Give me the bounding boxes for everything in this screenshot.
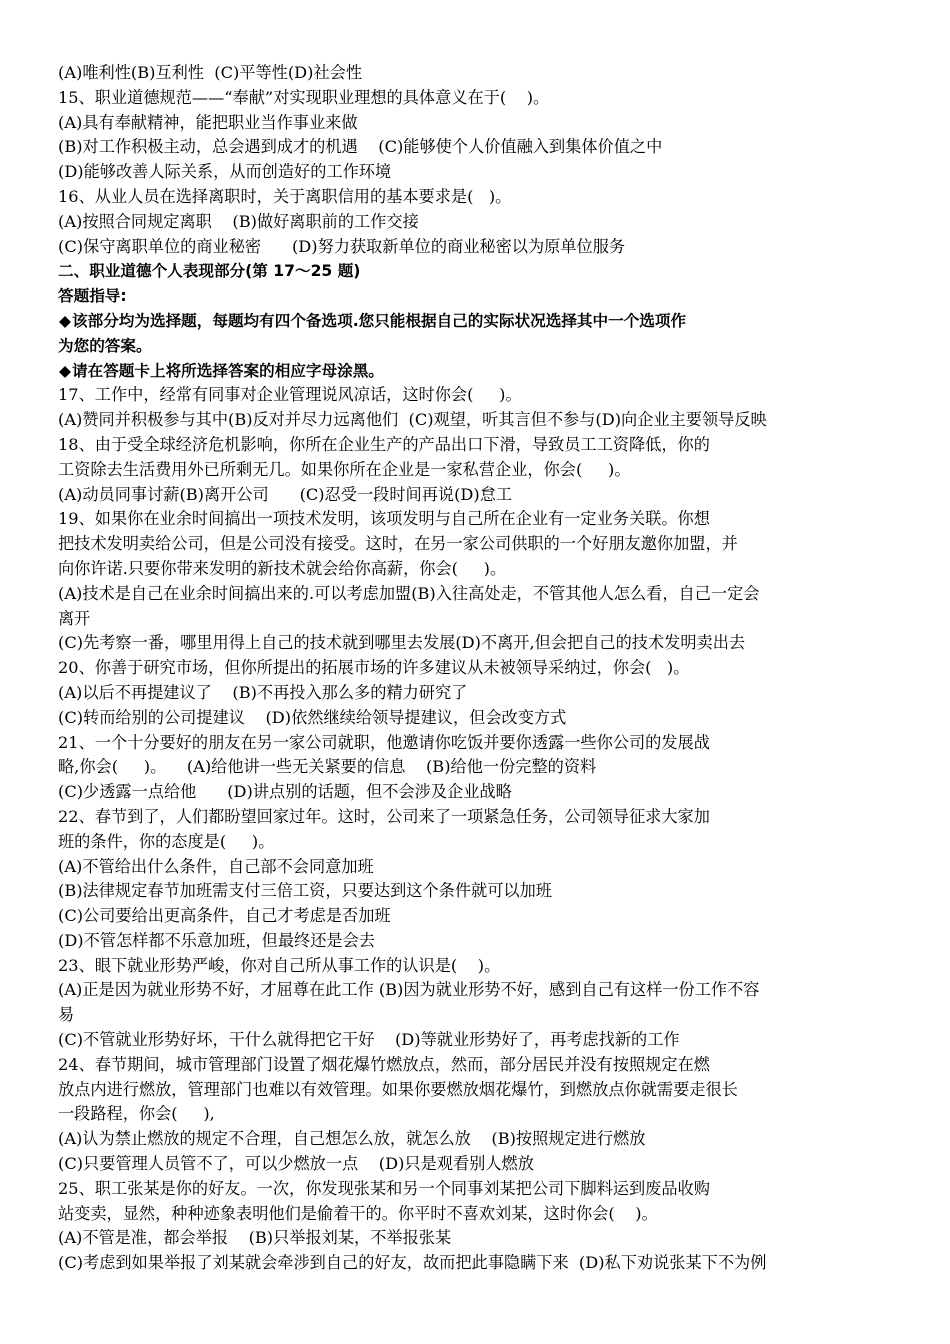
line-text: (C)少透露一点给他 (D)讲点别的话题，但不会涉及企业战略 bbox=[58, 782, 512, 802]
line-text: 易 bbox=[58, 1005, 75, 1025]
document-text-line bbox=[58, 607, 918, 632]
line-text: 请在答题卡上将所选择答案的相应字母涂黑。 bbox=[72, 361, 384, 380]
document-text-line bbox=[58, 1078, 918, 1103]
line-text: (A)不管是准，都会举报 (B)只举报刘某，不举报张某 bbox=[58, 1228, 452, 1248]
line-text: 一段路程，你会( ), bbox=[58, 1104, 215, 1124]
line-text: 16、从业人员在选择离职时，关于离职信用的基本要求是( )。 bbox=[58, 186, 512, 206]
document-text-line bbox=[58, 830, 918, 855]
line-text: (D)能够改善人际关系，从而创造好的工作环境 bbox=[58, 162, 392, 182]
section-heading-line bbox=[58, 334, 918, 359]
line-text: 23、眼下就业形势严峻，你对自己所从事工作的认识是( )。 bbox=[58, 955, 501, 975]
line-text: 19、如果你在业余时间搞出一项技术发明，该项发明与自己所在企业有一定业务关联。你想 bbox=[58, 509, 710, 529]
document-text-line bbox=[58, 731, 918, 756]
line-text: 22、春节到了，人们都盼望回家过年。这时，公司来了一项紧急任务，公司领导征求大家加 bbox=[58, 806, 710, 826]
diamond-bullet-icon: ◆ bbox=[59, 361, 71, 380]
document-text-line bbox=[58, 1102, 918, 1127]
section-heading-line bbox=[58, 359, 918, 384]
line-text: (C)保守离职单位的商业秘密 (D)努力获取新单位的商业秘密以为原单位服务 bbox=[58, 236, 626, 256]
line-text: (A)按照合同规定离职 (B)做好离职前的工作交接 bbox=[58, 211, 419, 231]
document-text-line bbox=[58, 1028, 918, 1053]
line-text: 放点内进行燃放，管理部门也难以有效管理。如果你要燃放烟花爆竹，到燃放点你就需要走很长 bbox=[58, 1079, 738, 1099]
line-text: 18、由于受全球经济危机影响，你所在企业生产的产品出口下滑，导致员工工资降低，你的 bbox=[58, 434, 710, 454]
line-text: (A)以后不再提建议了 (B)不再投入那么多的精力研究了 bbox=[58, 682, 468, 702]
document-text-line bbox=[58, 135, 918, 160]
document-page bbox=[58, 61, 918, 1276]
document-text-line bbox=[58, 954, 918, 979]
diamond-bullet-icon: ◆ bbox=[59, 311, 71, 330]
line-text: 工资除去生活费用外已所剩无几。如果你所在企业是一家私营企业，你会( )。 bbox=[58, 459, 631, 479]
line-text: (C)公司要给出更高条件，自己才考虑是否加班 bbox=[58, 906, 391, 926]
document-text-line bbox=[58, 929, 918, 954]
document-text-line bbox=[58, 210, 918, 235]
line-text: (C)考虑到如果举报了刘某就会牵涉到自己的好友，故而把此事隐瞒下来 (D)私下劝说张某下不为例 bbox=[58, 1253, 767, 1273]
document-text-line bbox=[58, 755, 918, 780]
line-text: (A)正是因为就业形势不好，才屈尊在此工作 (B)因为就业形势不好，感到自己有这样一份工作不容 bbox=[58, 980, 760, 1000]
document-text-line bbox=[58, 706, 918, 731]
line-text: 把技术发明卖给公司，但是公司没有接受。这时，在另一家公司供职的一个好朋友邀你加盟，并 bbox=[58, 534, 738, 554]
document-text-line bbox=[58, 111, 918, 136]
line-text: (C)只要管理人员管不了，可以少燃放一点 (D)只是观看别人燃放 bbox=[58, 1154, 534, 1174]
document-text-line bbox=[58, 532, 918, 557]
document-text-line bbox=[58, 1226, 918, 1251]
document-text-line bbox=[58, 1003, 918, 1028]
line-text: (A)认为禁止燃放的规定不合理，自己想怎么放，就怎么放 (B)按照规定进行燃放 bbox=[58, 1129, 646, 1149]
line-text: 15、职业道德规范——“奉献”对实现职业理想的具体意义在于( )。 bbox=[58, 87, 550, 107]
line-text: (A)唯利性(B)互利性 (C)平等性(D)社会性 bbox=[58, 63, 363, 82]
document-text-line bbox=[58, 780, 918, 805]
section-heading-line bbox=[58, 284, 918, 309]
document-text-line bbox=[58, 978, 918, 1003]
line-text: 略,你会( )。 (A)给他讲一些无关紧要的信息 (B)给他一份完整的资料 bbox=[58, 757, 597, 777]
document-text-line bbox=[58, 1053, 918, 1078]
line-text: (B)法律规定春节加班需支付三倍工资，只要达到这个条件就可以加班 bbox=[58, 881, 552, 901]
document-text-line bbox=[58, 483, 918, 508]
document-text-line bbox=[58, 507, 918, 532]
document-text-line bbox=[58, 855, 918, 880]
line-text: (A)不管给出什么条件，自己部不会同意加班 bbox=[58, 856, 374, 876]
line-text: 20、你善于研究市场，但你所提出的拓展市场的许多建议从未被领导采纳过，你会( )。 bbox=[58, 658, 690, 678]
section-heading-line bbox=[58, 309, 918, 334]
line-text: 24、春节期间，城市管理部门设置了烟花爆竹燃放点，然而，部分居民并没有按照规定在燃 bbox=[58, 1054, 710, 1074]
line-text: 离开 bbox=[58, 608, 91, 628]
document-text-line bbox=[58, 408, 918, 433]
line-text: (C)不管就业形势好坏，干什么就得把它干好 (D)等就业形势好了，再考虑找新的工作 bbox=[58, 1030, 680, 1050]
document-text-line bbox=[58, 582, 918, 607]
document-text-line bbox=[58, 86, 918, 111]
document-text-line bbox=[58, 879, 918, 904]
document-text-line bbox=[58, 433, 918, 458]
line-text: (C)先考察一番，哪里用得上自己的技术就到哪里去发展(D)不离开,但会把自己的技术发明卖出去 bbox=[58, 633, 746, 653]
document-text-line bbox=[58, 681, 918, 706]
line-text: 21、一个十分要好的朋友在另一家公司就职，他邀请你吃饭并要你透露一些你公司的发展战 bbox=[58, 732, 710, 752]
document-text-line bbox=[58, 185, 918, 210]
line-text: (C)转而给别的公司提建议 (D)依然继续给领导提建议，但会改变方式 bbox=[58, 707, 567, 727]
line-text: 为您的答案。 bbox=[58, 336, 152, 355]
line-text: (D)不管怎样都不乐意加班，但最终还是会去 bbox=[58, 930, 375, 950]
line-text: 17、工作中，经常有同事对企业管理说风凉话，这时你会( )。 bbox=[58, 385, 522, 405]
document-text-line bbox=[58, 1251, 918, 1276]
line-text: 二、职业道德个人表现部分(第 17～25 题) bbox=[58, 262, 361, 281]
line-text: (A)动员同事讨薪(B)离开公司 (C)忍受一段时间再说(D)怠工 bbox=[58, 484, 513, 504]
section-heading-line bbox=[58, 259, 918, 284]
document-text-line bbox=[58, 656, 918, 681]
line-text: (A)技术是自己在业余时间搞出来的.可以考虑加盟(B)入往高处走，不管其他人怎么看，自己一定会 bbox=[58, 583, 760, 603]
document-text-line bbox=[58, 557, 918, 582]
line-text: 答题指导: bbox=[58, 287, 127, 306]
line-text: 向你许诺.只要你带来发明的新技术就会给你高薪，你会( )。 bbox=[58, 558, 507, 578]
document-text-line bbox=[58, 160, 918, 185]
document-text-line bbox=[58, 904, 918, 929]
document-text-line bbox=[58, 61, 918, 86]
line-text: (B)对工作积极主动，总会遇到成才的机遇 (C)能够使个人价值融入到集体价值之中 bbox=[58, 137, 663, 157]
document-text-line bbox=[58, 458, 918, 483]
document-text-line bbox=[58, 631, 918, 656]
document-text-line bbox=[58, 1152, 918, 1177]
document-text-line bbox=[58, 1177, 918, 1202]
line-text: (A)赞同并积极参与其中(B)反对并尽力远离他们 (C)观望，听其言但不参与(D)向企业主要领导反映 bbox=[58, 410, 767, 430]
line-text: (A)具有奉献精神，能把职业当作事业来做 bbox=[58, 112, 358, 132]
document-text-line bbox=[58, 383, 918, 408]
document-text-line bbox=[58, 235, 918, 260]
line-text: 班的条件，你的态度是( )。 bbox=[58, 831, 275, 851]
document-text-line bbox=[58, 1127, 918, 1152]
line-text: 站变卖，显然，种种迹象表明他们是偷着干的。你平时不喜欢刘某，这时你会( )。 bbox=[58, 1203, 658, 1223]
line-text: 25、职工张某是你的好友。一次，你发现张某和另一个同事刘某把公司下脚料运到废品收购 bbox=[58, 1178, 710, 1198]
document-text-line bbox=[58, 1202, 918, 1227]
document-text-line bbox=[58, 805, 918, 830]
line-text: 该部分均为选择题，每题均有四个备选项.您只能根据自己的实际状况选择其中一个选项作 bbox=[72, 311, 687, 330]
